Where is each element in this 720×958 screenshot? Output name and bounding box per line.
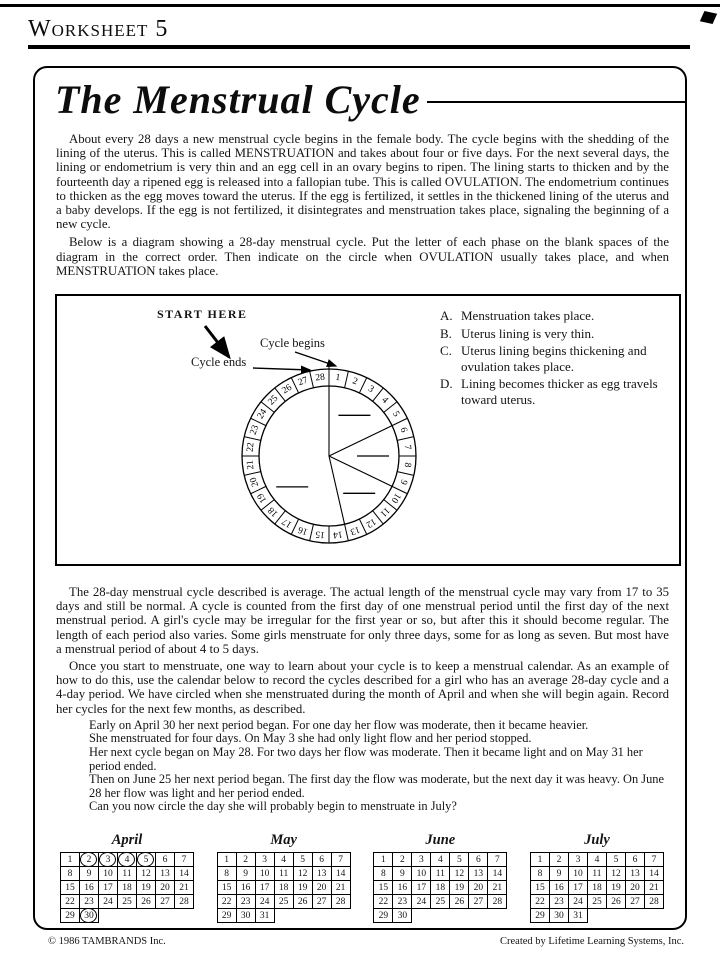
calendar-day[interactable]: 16 (393, 881, 412, 895)
cycle-history-line: Can you now circle the day she will probably begin to menstruate in July? (89, 799, 457, 814)
calendar-april (59, 832, 195, 923)
phase-divider-line (329, 426, 392, 456)
calendar-day[interactable]: 6 (156, 853, 175, 867)
calendar-day[interactable]: 7 (488, 853, 507, 867)
cycle-day-number: 26 (280, 382, 294, 397)
calendar-day[interactable]: 23 (80, 895, 99, 909)
calendar-day[interactable]: 15 (374, 881, 393, 895)
cycle-begins-arrow (295, 352, 336, 366)
cycle-day-number: 8 (401, 461, 413, 468)
calendar-day[interactable]: 29 (530, 909, 549, 923)
calendar-day[interactable]: 31 (255, 909, 274, 923)
calendar-day[interactable]: 7 (175, 853, 194, 867)
cycle-history-line: Then on June 25 her next period began. The first day the flow was moderate, but the next day it was heavy. On June 28 her flow was light and her period ended. (89, 772, 664, 800)
calendar-day[interactable]: 7 (331, 853, 350, 867)
calendar-day[interactable]: 21 (331, 881, 350, 895)
calendar-day[interactable]: 11 (587, 867, 606, 881)
calendar-day[interactable]: 23 (236, 895, 255, 909)
option-text: Uterus lining begins thickening and ovulation takes place. (461, 343, 647, 374)
cycle-diagram-panel (55, 294, 681, 566)
calendar-day[interactable]: 25 (431, 895, 450, 909)
option-letter: D. (440, 376, 453, 391)
calendar-day[interactable]: 17 (568, 881, 587, 895)
credit-text: Created by Lifetime Learning Systems, Inc. (500, 936, 684, 947)
calendar-day[interactable]: 4 (587, 853, 606, 867)
calendar-day[interactable]: 26 (137, 895, 156, 909)
calendar-day[interactable]: 1 (530, 853, 549, 867)
cycle-day-number: 4 (379, 395, 390, 406)
calendar-day[interactable]: 19 (293, 881, 312, 895)
calendar-day[interactable]: 14 (175, 867, 194, 881)
cycle-day-number: 5 (389, 409, 401, 419)
cycle-day-number: 25 (266, 393, 281, 408)
calendar-grid (60, 852, 194, 923)
calendar-day[interactable]: 9 (549, 867, 568, 881)
calendar-day[interactable]: 28 (488, 895, 507, 909)
calendar-day[interactable]: 4 (274, 853, 293, 867)
calendar-day[interactable]: 6 (469, 853, 488, 867)
option-text: Uterus lining is very thin. (461, 325, 595, 341)
start-here-label: START HERE (157, 307, 248, 321)
calendar-month-label: June (425, 832, 456, 848)
cycle-day-number: 7 (401, 444, 413, 451)
cycle-day-number: 16 (296, 523, 310, 537)
day-tick (392, 418, 407, 425)
calendar-day[interactable]: 2 (393, 853, 412, 867)
calendar-day[interactable]: 18 (431, 881, 450, 895)
calendar-day[interactable]: 13 (469, 867, 488, 881)
calendar-day[interactable]: 27 (312, 895, 331, 909)
option-b (440, 326, 674, 342)
cycle-day-number: 13 (348, 523, 362, 537)
option-letter: C. (440, 343, 452, 358)
cycle-day-number: 9 (397, 478, 409, 486)
option-text: Lining becomes thicker as egg travels toward uterus. (461, 376, 658, 407)
calendar-day[interactable]: 3 (255, 853, 274, 867)
copyright-text: © 1986 TAMBRANDS Inc. (48, 936, 166, 947)
cycle-day-number: 27 (296, 375, 310, 389)
cycle-history-line: Her next cycle began on May 28. For two days her flow was moderate. Then it became light and on May 31 her period ended. (89, 745, 643, 773)
calendar-day[interactable]: 22 (61, 895, 80, 909)
circled-day-mark (118, 852, 135, 867)
calendar-day[interactable]: 20 (469, 881, 488, 895)
phase-divider-line (329, 456, 392, 486)
calendar-day[interactable]: 10 (99, 867, 118, 881)
calendar-day[interactable]: 8 (530, 867, 549, 881)
option-c (440, 343, 674, 374)
calendar-day[interactable]: 22 (374, 895, 393, 909)
calendar-day[interactable]: 13 (312, 867, 331, 881)
calendar-may (216, 832, 352, 923)
calendar-day[interactable]: 28 (644, 895, 663, 909)
calendar-day[interactable]: 4 (118, 853, 137, 867)
cycle-day-number: 3 (366, 384, 376, 396)
calendar-day[interactable]: 15 (530, 881, 549, 895)
calendar-day[interactable]: 19 (606, 881, 625, 895)
cycle-day-number: 24 (255, 407, 270, 421)
option-letter: B. (440, 325, 452, 341)
calendar-day[interactable]: 1 (61, 853, 80, 867)
calendar-instructions-paragraph: Once you start to menstruate, one way to learn about your cycle is to keep a menstrual calendar. As an example of how to do this, use the calendar below to record the cycles described for a girl who has an average 28-day cycle and a 4-day period. We have circled when she menstruated during the month of April and when she will begin again. Record her cycles for the next few months, as described. (56, 659, 669, 716)
calendar-grid (530, 852, 664, 923)
scan-edge-line (0, 4, 720, 7)
cycle-ends-arrow (253, 368, 310, 370)
page-title: The Menstrual Cycle (55, 77, 421, 122)
phase-divider-line (329, 456, 345, 524)
calendar-day[interactable]: 22 (530, 895, 549, 909)
calendar-day[interactable]: 4 (431, 853, 450, 867)
option-a (440, 308, 674, 324)
calendar-day[interactable]: 13 (625, 867, 644, 881)
calendar-day[interactable]: 5 (450, 853, 469, 867)
calendar-day[interactable]: 11 (431, 867, 450, 881)
day-tick (244, 437, 261, 441)
calendar-day[interactable]: 10 (412, 867, 431, 881)
calendar-day[interactable]: 15 (61, 881, 80, 895)
calendar-day[interactable]: 14 (644, 867, 663, 881)
cycle-day-number: 1 (334, 372, 341, 384)
cycle-begins-label: Cycle begins (260, 336, 325, 350)
day-tick (397, 437, 414, 441)
calendar-day[interactable]: 7 (644, 853, 663, 867)
circled-day-mark (99, 852, 116, 867)
calendar-day[interactable]: 5 (293, 853, 312, 867)
calendar-day[interactable]: 20 (156, 881, 175, 895)
day-tick (310, 524, 314, 541)
calendar-day[interactable]: 11 (274, 867, 293, 881)
circled-day-mark (137, 852, 154, 867)
calendar-day[interactable]: 18 (118, 881, 137, 895)
calendar-day[interactable]: 8 (217, 867, 236, 881)
calendar-month-label: April (111, 832, 143, 848)
calendar-day[interactable]: 6 (312, 853, 331, 867)
day-tick (244, 472, 261, 476)
calendar-day[interactable]: 18 (274, 881, 293, 895)
calendar-day[interactable]: 27 (625, 895, 644, 909)
cycle-length-paragraph: The 28-day menstrual cycle described is average. The actual length of the menstrual cycle may vary from 17 to 35 days and still be normal. A cycle is counted from the first day of one menstrual period until the first day of the next menstrual period. A girl's cycle may be irregular for the first year or so, but after this it should become regular. The length of each period also varies. Some girls menstruate for only three days, some for as long as seven. But most have a menstrual period of about 4 to 5 days. (56, 585, 669, 656)
cycle-day-number: 6 (397, 426, 409, 434)
cycle-day-number: 23 (248, 423, 262, 437)
phase-options (440, 308, 674, 409)
day-tick (345, 371, 349, 388)
calendar-day[interactable]: 14 (331, 867, 350, 881)
calendar-day[interactable]: 10 (568, 867, 587, 881)
calendar-day[interactable]: 12 (606, 867, 625, 881)
circled-day-mark (80, 908, 97, 923)
calendar-day[interactable]: 5 (137, 853, 156, 867)
worksheet-body-frame (33, 66, 687, 930)
cycle-day-number: 12 (364, 515, 378, 530)
calendar-day[interactable]: 21 (644, 881, 663, 895)
calendar-day[interactable]: 29 (374, 909, 393, 923)
calendar-day[interactable]: 11 (118, 867, 137, 881)
calendar-day[interactable]: 30 (236, 909, 255, 923)
calendar-day[interactable]: 9 (393, 867, 412, 881)
calendar-day[interactable]: 22 (217, 895, 236, 909)
intro-paragraph: About every 28 days a new menstrual cycle begins in the female body. The cycle begins with the shedding of the lining of the uterus. This is called MENSTRUATION and takes about four or five days. For the next several days, the lining or endometrium is very thin and an egg cell in an ovary begins to ripen. The lining starts to thicken and by the fourteenth day a ripened egg is released into a fallopian tube. This is called OVULATION. The endometrium continues to thicken as the egg moves toward the uterus. If the egg is fertilized, it settles in the thickened lining of the uterus and a baby develops. If the egg is not fertilized, it disintegrates and menstruation takes place, signaling the beginning of a new cycle. (56, 132, 669, 232)
calendar-day[interactable]: 9 (236, 867, 255, 881)
day-tick (310, 371, 314, 388)
calendar-day[interactable]: 17 (99, 881, 118, 895)
calendar-day[interactable]: 10 (255, 867, 274, 881)
day-tick (345, 524, 349, 541)
cycle-day-number: 11 (377, 504, 392, 519)
cycle-day-number: 28 (314, 372, 326, 384)
calendar-day[interactable]: 21 (488, 881, 507, 895)
cycle-history-line: Early on April 30 her next period began. For one day her flow was moderate, then it became heavier. (89, 717, 589, 732)
calendar-month-label: July (584, 832, 610, 848)
calendar-day[interactable]: 28 (175, 895, 194, 909)
calendar-grid (373, 852, 507, 923)
calendar-day[interactable]: 2 (236, 853, 255, 867)
calendar-day[interactable]: 9 (80, 867, 99, 881)
calendar-day[interactable]: 17 (255, 881, 274, 895)
option-letter: A. (440, 308, 453, 323)
cycle-day-number: 2 (351, 376, 359, 388)
calendar-day[interactable]: 25 (274, 895, 293, 909)
calendar-day[interactable]: 1 (374, 853, 393, 867)
calendar-day[interactable]: 6 (625, 853, 644, 867)
cycle-day-number: 17 (280, 515, 294, 530)
intro-section (56, 132, 669, 282)
calendar-day[interactable]: 18 (587, 881, 606, 895)
calendar-day[interactable]: 2 (80, 853, 99, 867)
lower-section (56, 585, 669, 814)
cycle-day-number: 10 (388, 491, 403, 505)
calendar-day[interactable]: 27 (156, 895, 175, 909)
calendar-grid (217, 852, 351, 923)
cycle-day-number: 14 (332, 528, 344, 540)
cycle-history-line: She menstruated for four days. On May 3 she had only light flow and her period stopped. (89, 731, 532, 746)
worksheet-number: Worksheet 5 (28, 16, 169, 42)
option-text: Menstruation takes place. (461, 308, 595, 323)
cycle-day-number: 19 (255, 491, 270, 505)
calendar-day[interactable]: 3 (412, 853, 431, 867)
day-tick (359, 378, 366, 393)
calendar-day[interactable]: 24 (568, 895, 587, 909)
calendar-day[interactable]: 24 (412, 895, 431, 909)
calendar-day[interactable]: 30 (80, 909, 99, 923)
calendar-day[interactable]: 5 (606, 853, 625, 867)
calendar-day[interactable]: 26 (450, 895, 469, 909)
calendar-day[interactable]: 15 (217, 881, 236, 895)
calendar-day[interactable]: 31 (568, 909, 587, 923)
calendar-day[interactable]: 29 (61, 909, 80, 923)
day-tick (397, 472, 414, 476)
cycle-day-number: 20 (248, 475, 262, 489)
calendar-day[interactable]: 1 (217, 853, 236, 867)
calendar-day[interactable]: 16 (549, 881, 568, 895)
calendar-day[interactable]: 27 (469, 895, 488, 909)
calendar-day[interactable]: 16 (236, 881, 255, 895)
cycle-day-number: 22 (245, 441, 257, 453)
cycle-day-number: 15 (314, 528, 326, 540)
cycle-day-number: 21 (245, 459, 257, 471)
calendar-day[interactable]: 26 (293, 895, 312, 909)
cycle-day-number: 18 (266, 504, 281, 519)
calendar-day[interactable]: 25 (118, 895, 137, 909)
circled-day-mark (80, 852, 97, 867)
title-rule (427, 101, 685, 103)
calendar-day[interactable]: 21 (175, 881, 194, 895)
calendar-day[interactable]: 17 (412, 881, 431, 895)
calendar-day[interactable]: 2 (549, 853, 568, 867)
calendar-day[interactable]: 28 (331, 895, 350, 909)
calendar-day[interactable]: 24 (99, 895, 118, 909)
calendar-day[interactable]: 24 (255, 895, 274, 909)
calendar-day[interactable]: 16 (80, 881, 99, 895)
cycle-history (89, 719, 669, 814)
calendar-day[interactable]: 8 (61, 867, 80, 881)
start-here-arrow (205, 326, 229, 357)
calendar-day[interactable]: 12 (293, 867, 312, 881)
calendar-day[interactable]: 20 (625, 881, 644, 895)
header-rule (28, 45, 690, 49)
calendar-day[interactable]: 8 (374, 867, 393, 881)
diagram-instructions: Below is a diagram showing a 28-day menstrual cycle. Put the letter of each phase on the blank spaces of the diagram in the correct order. Then indicate on the circle when OVULATION usually takes place, and when MENSTRUATION takes place. (56, 235, 669, 278)
cycle-ends-label: Cycle ends (191, 355, 247, 369)
calendar-day[interactable]: 23 (393, 895, 412, 909)
calendar-day[interactable]: 26 (606, 895, 625, 909)
calendar-month-label: May (270, 832, 297, 848)
calendar-july (529, 832, 665, 923)
calendar-june (372, 832, 508, 923)
calendar-day[interactable]: 3 (568, 853, 587, 867)
calendars-row (59, 832, 665, 923)
calendar-day[interactable]: 12 (450, 867, 469, 881)
calendar-day[interactable]: 25 (587, 895, 606, 909)
calendar-day[interactable]: 30 (549, 909, 568, 923)
calendar-day[interactable]: 20 (312, 881, 331, 895)
calendar-day[interactable]: 19 (450, 881, 469, 895)
scan-artifact (700, 11, 717, 24)
calendar-day[interactable]: 29 (217, 909, 236, 923)
option-d (440, 376, 674, 407)
calendar-day[interactable]: 30 (393, 909, 412, 923)
calendar-day[interactable]: 12 (137, 867, 156, 881)
calendar-day[interactable]: 3 (99, 853, 118, 867)
calendar-day[interactable]: 23 (549, 895, 568, 909)
calendar-day[interactable]: 13 (156, 867, 175, 881)
calendar-day[interactable]: 19 (137, 881, 156, 895)
calendar-day[interactable]: 14 (488, 867, 507, 881)
